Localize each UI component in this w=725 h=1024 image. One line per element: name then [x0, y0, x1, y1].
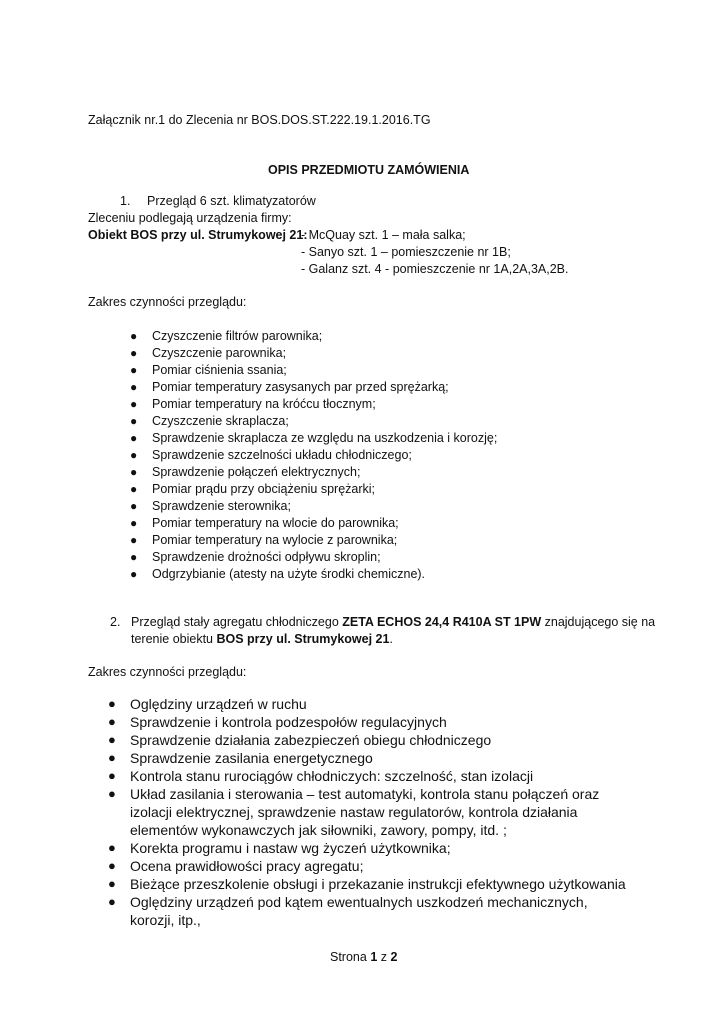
section1-scope-label: Zakres czynności przeglądu: [88, 295, 247, 309]
list-item: ● Oględziny urządzeń pod kątem ewentualnych uszkodzeń mechanicznych, korozji, itp., [108, 894, 588, 928]
list-item: ● Pomiar temperatury na wylocie z parownika; [130, 533, 398, 547]
device-line: - Sanyo szt. 1 – pomieszczenie nr 1B; [301, 245, 511, 259]
bullet-icon: ● [108, 768, 116, 783]
list-item: ● Oględziny urządzeń w ruchu [108, 696, 307, 712]
bullet-icon: ● [130, 448, 138, 462]
bullet-icon: ● [108, 696, 116, 711]
device-line: - McQuay szt. 1 – mała salka; [301, 228, 466, 242]
list-item: ● Sprawdzenie połączeń elektrycznych; [130, 465, 361, 479]
list-item: ● Korekta programu i nastaw wg życzeń użytkownika; [108, 840, 451, 856]
list-item: ● Sprawdzenie drożności odpływu skroplin; [130, 550, 381, 564]
list-item: ● Odgrzybianie (atesty na użyte środki chemiczne). [130, 567, 426, 581]
section2-heading-line1: Przegląd stały agregatu chłodniczego ZETA ECHOS 24,4 R410A ST 1PW znajdującego się na [131, 615, 656, 629]
device-line: - Galanz szt. 4 - pomieszczenie nr 1A,2A,3A,2B. [301, 262, 569, 276]
list-item: ● Pomiar ciśnienia ssania; [130, 363, 287, 377]
object-label: Obiekt BOS przy ul. Strumykowej 21: [88, 228, 308, 242]
list-item: ● Bieżące przeszkolenie obsługi i przekazanie instrukcji efektywnego użytkowania [108, 876, 626, 892]
list-item: ● Sprawdzenie skraplacza ze względu na uszkodzenia i korozję; [130, 431, 498, 445]
list-item: ● Pomiar prądu przy obciążeniu sprężarki; [130, 482, 376, 496]
bullet-icon: ● [130, 499, 138, 513]
bullet-icon: ● [130, 431, 138, 445]
bullet-icon: ● [108, 894, 116, 909]
list-item: ● Sprawdzenie i kontrola podzespołów regulacyjnych [108, 714, 447, 730]
bullet-icon: ● [108, 750, 116, 765]
bullet-icon: ● [108, 858, 116, 873]
list-item: ● Pomiar temperatury zasysanych par przed sprężarką; [130, 380, 449, 394]
section1-number: 1. [120, 194, 131, 208]
bullet-icon: ● [130, 516, 138, 530]
list-item: ● Czyszczenie skraplacza; [130, 414, 289, 428]
list-item: ● Kontrola stanu rurociągów chłodniczych: szczelność, stan izolacji [108, 768, 534, 784]
section1-intro: Zleceniu podlegają urządzenia firmy: [88, 211, 292, 225]
bullet-icon: ● [130, 397, 138, 411]
bullet-icon: ● [108, 786, 116, 801]
list-item: ● Sprawdzenie działania zabezpieczeń obiegu chłodniczego [108, 732, 492, 748]
attachment-reference: Załącznik nr.1 do Zlecenia nr BOS.DOS.ST.222.19.1.2016.TG [88, 113, 431, 127]
bullet-icon: ● [108, 876, 116, 891]
bullet-icon: ● [108, 732, 116, 747]
bullet-icon: ● [130, 329, 138, 343]
list-item: ● Pomiar temperatury na króćcu tłocznym; [130, 397, 376, 411]
bullet-icon: ● [130, 465, 138, 479]
list-item: ● Czyszczenie parownika; [130, 346, 287, 360]
bullet-icon: ● [130, 550, 138, 564]
list-item: ● Sprawdzenie sterownika; [130, 499, 291, 513]
bullet-icon: ● [130, 414, 138, 428]
bullet-icon: ● [130, 380, 138, 394]
list-item: ● Układ zasilania i sterowania – test automatyki, kontrola stanu połączeń oraz izolacji elektrycznej, sprawdzenie nastaw regulatorów, kontrola działania elementów wykonawczych jak siłowniki, zawory, pompy, itd. ; [108, 786, 600, 838]
page-number: Strona 1 z 2 [330, 950, 398, 964]
document-title: OPIS PRZEDMIOTU ZAMÓWIENIA [268, 163, 470, 177]
bullet-icon: ● [108, 840, 116, 855]
bullet-icon: ● [130, 346, 138, 360]
bullet-icon: ● [130, 533, 138, 547]
section2-task-list [108, 695, 628, 929]
section2-heading-line2: terenie obiektu BOS przy ul. Strumykowej 21. [131, 632, 393, 646]
list-item: ● Pomiar temperatury na wlocie do parownika; [130, 516, 399, 530]
section1-heading: Przegląd 6 szt. klimatyzatorów [147, 194, 316, 208]
section2-number: 2. [110, 615, 121, 629]
list-item: ● Ocena prawidłowości pracy agregatu; [108, 858, 364, 874]
list-item: ● Czyszczenie filtrów parownika; [130, 329, 323, 343]
section1-task-list [130, 328, 497, 583]
bullet-icon: ● [130, 363, 138, 377]
bullet-icon: ● [130, 567, 138, 581]
section2-scope-label: Zakres czynności przeglądu: [88, 665, 247, 679]
bullet-icon: ● [108, 714, 116, 729]
list-item: ● Sprawdzenie szczelności układu chłodniczego; [130, 448, 412, 462]
bullet-icon: ● [130, 482, 138, 496]
list-item: ● Sprawdzenie zasilania energetycznego [108, 750, 373, 766]
